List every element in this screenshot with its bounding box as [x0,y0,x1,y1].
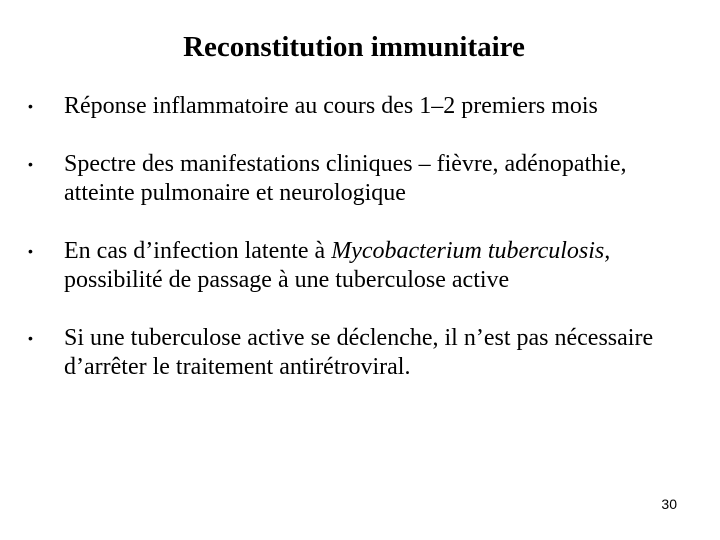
bullet-icon: • [28,98,33,114]
slide-title: Reconstitution immunitaire [183,31,525,63]
bullet-text-species-name: Mycobacterium tuberculosis, [331,238,611,264]
bullet-text: Spectre des manifestations cliniques – fièvre, adénopathie, atteinte pulmonaire et neurologique [64,151,627,206]
bullet-item-4 [28,324,698,382]
bullet-text [64,237,698,295]
bullet-icon: • [28,243,33,259]
bullet-item-1 [28,92,698,121]
bullet-item-3 [28,237,698,295]
bullet-icon: • [28,156,33,172]
bullet-text: Réponse inflammatoire au cours des 1–2 premiers mois [64,93,598,119]
bullet-text-end: possibilité de passage à une tuberculose active [64,267,510,293]
bullet-text-start: En cas d’infection latente à [64,238,332,264]
bullet-item-2 [28,150,698,208]
bullet-icon: • [28,330,33,346]
bullet-list [28,92,698,382]
page-number: 30 [661,496,677,512]
bullet-text: Si une tuberculose active se déclenche, il n’est pas nécessaire d’arrêter le traitement antirétroviral. [64,325,654,380]
